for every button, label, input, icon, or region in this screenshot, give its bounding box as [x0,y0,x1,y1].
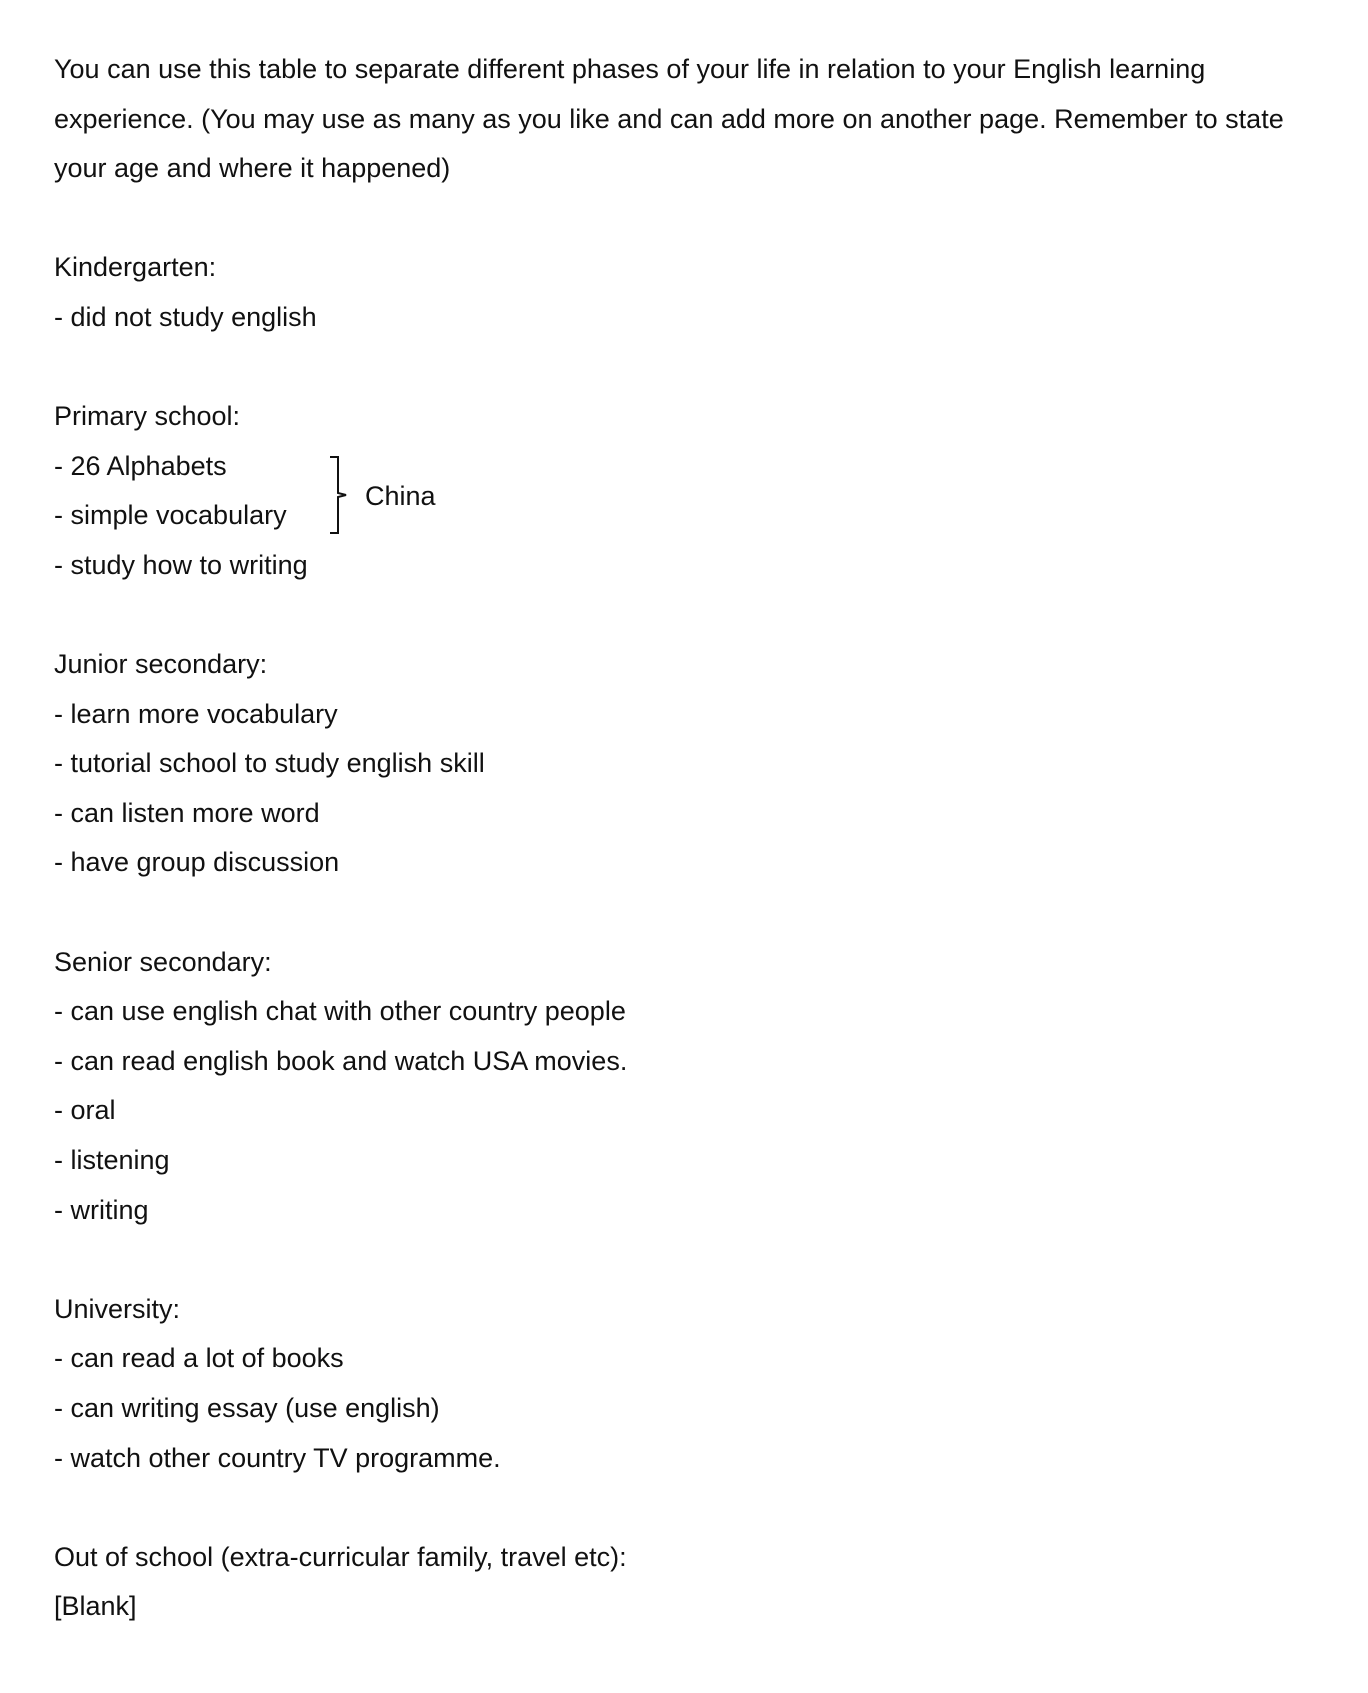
section-heading-primary: Primary school: [54,401,241,431]
section-heading-out-of-school: Out of school (extra-curricular family, travel etc): [54,1542,627,1572]
bracket-label-china: China [365,481,436,511]
list-item: - watch other country TV programme. [54,1443,501,1473]
list-item: - can read a lot of books [54,1343,344,1373]
list-item: - learn more vocabulary [54,699,338,729]
list-item: - study how to writing [54,550,308,580]
list-item: - can writing essay (use english) [54,1393,440,1423]
section-heading-junior: Junior secondary: [54,649,268,679]
intro-paragraph: You can use this table to separate different phases of your life in relation to your English learning experience. (You may use as many as you like and can add more on another page. Remember to state your age and where it happened) [54,54,1284,184]
list-item: - can use english chat with other country people [54,996,626,1026]
list-item: [Blank] [54,1591,137,1621]
right-curly-bracket-icon [328,456,350,534]
list-item: - can read english book and watch USA movies. [54,1046,628,1076]
list-item: - did not study english [54,302,317,332]
list-item: - can listen more word [54,798,320,828]
section-heading-senior: Senior secondary: [54,947,272,977]
list-item: - simple vocabulary [54,500,287,530]
list-item: - have group discussion [54,847,340,877]
list-item: - tutorial school to study english skill [54,748,485,778]
list-item: - writing [54,1195,149,1225]
section-heading-kindergarten: Kindergarten: [54,252,217,282]
list-item: - 26 Alphabets [54,451,227,481]
list-item: - oral [54,1095,116,1125]
section-heading-university: University: [54,1294,181,1324]
list-item: - listening [54,1145,170,1175]
